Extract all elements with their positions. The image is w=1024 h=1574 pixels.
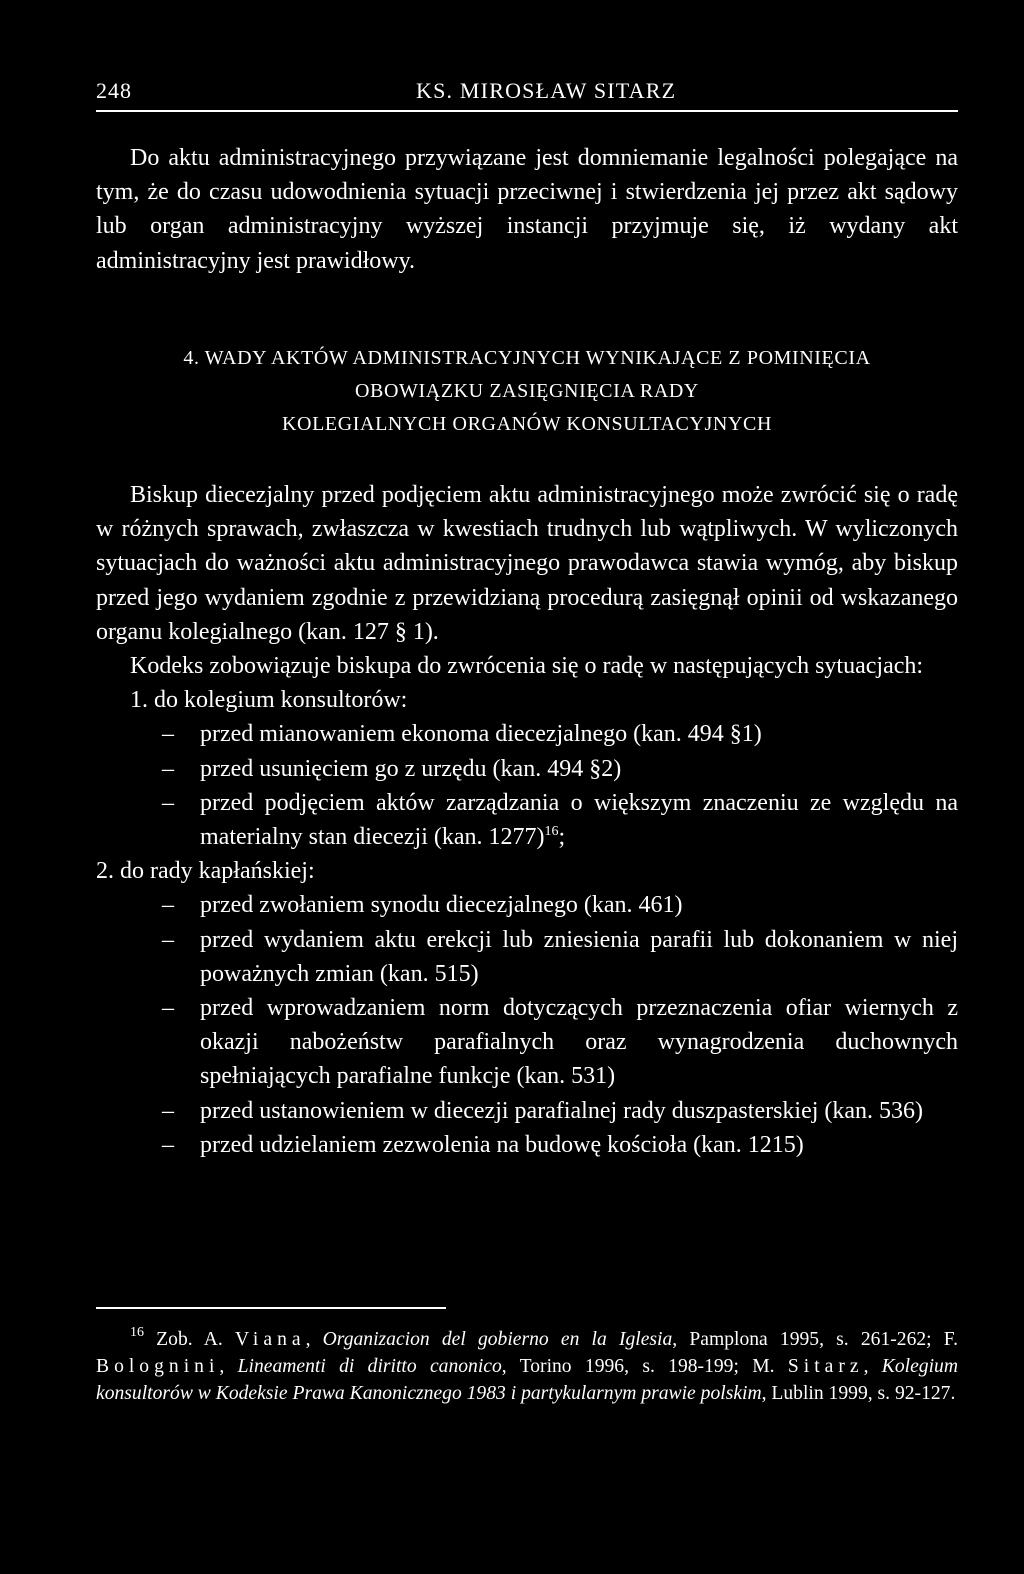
footnote-title: Kolegium konsultorów w Kodeksie Prawa Kanonicznego 1983 i partykularnym prawie polskim xyxy=(96,1356,958,1404)
list-item-text: przed wprowadzaniem norm dotyczących przeznaczenia ofiar wiernych z okazji nabożeństw parafialnych oraz wynagrodzenia duchownych spełniających parafialne funkcje (kan. 531) xyxy=(200,995,958,1090)
list-item-text: przed mianowaniem ekonoma diecezjalnego (kan. 494 §1) xyxy=(200,721,762,748)
list-item xyxy=(96,752,958,786)
body-paragraph-2: Kodeks zobowiązuje biskupa do zwrócenia się o radę w następujących sytuacjach: xyxy=(130,653,924,680)
dash-bullet: – xyxy=(162,755,174,782)
section-heading-line-3: KOLEGIALNYCH ORGANÓW KONSULTACYJNYCH xyxy=(282,413,772,435)
section-heading-line-1: 4. WADY AKTÓW ADMINISTRACYJNYCH WYNIKAJĄCE Z POMINIĘCIA xyxy=(183,347,871,369)
section-body xyxy=(96,478,958,1162)
dash-bullet: – xyxy=(162,926,174,953)
footnote-author: Sitarz xyxy=(787,1356,864,1377)
list-item-text: przed wydaniem aktu erekcji lub zniesienia parafii lub dokonaniem w niej poważnych zmian (kan. 515) xyxy=(200,926,958,987)
footnote xyxy=(96,1326,958,1407)
footnote-number: 16 xyxy=(130,1325,144,1340)
footnote-text xyxy=(96,1326,958,1407)
footnote-part: , Pamplona 1995, s. 261-262; F. xyxy=(672,1329,959,1350)
list-item xyxy=(96,991,958,1094)
footnote-part: Zob. A. xyxy=(144,1329,235,1350)
list-item-text: przed udzielaniem zezwolenia na budowę kościoła (kan. 1215) xyxy=(200,1131,804,1158)
footnote-reference: 16 xyxy=(544,824,559,840)
list-item-punctuation: ; xyxy=(558,824,566,851)
footnote-part: , xyxy=(863,1356,882,1377)
footnote-author: Bolognini xyxy=(96,1356,220,1377)
list-item xyxy=(96,1128,958,1162)
intro-paragraph-block xyxy=(96,141,958,278)
intro-paragraph: Do aktu administracyjnego przywiązane jest domniemanie legalności polegające na tym, że do czasu udowodnienia sytuacji przeciwnej i stwierdzenia jej przez akt sądowy lub organ administracyjny wyższej instancji przyjmuje się, iż wydany akt administracyjny jest prawidłowy. xyxy=(96,145,958,274)
footnote-title: Lineamenti di diritto canonico xyxy=(237,1356,502,1377)
list-item-text: przed zwołaniem synodu diecezjalnego (kan. 461) xyxy=(200,892,683,919)
list-1 xyxy=(96,717,958,854)
running-head xyxy=(96,76,958,112)
footnote-divider xyxy=(96,1307,446,1309)
list-1-label: 1. do kolegium konsultorów: xyxy=(130,687,408,714)
list-item-text: przed podjęciem aktów zarządzania o większym znaczeniu ze względu na materialny stan diecezji (kan. 1277) xyxy=(200,789,958,851)
list-2-label: 2. do rady kapłańskiej: xyxy=(96,858,315,885)
footnote-part: , xyxy=(305,1329,323,1350)
footnote-title: Organizacion del gobierno en la Iglesia xyxy=(322,1329,673,1350)
list-item xyxy=(96,888,958,922)
list-item-text: przed ustanowieniem w diecezji parafialnej rady duszpasterskiej (kan. 536) xyxy=(200,1097,924,1124)
dash-bullet: – xyxy=(162,789,174,816)
list-item xyxy=(96,786,958,854)
dash-bullet: – xyxy=(162,892,174,919)
footnote-part: , Lublin 1999, s. 92-127. xyxy=(761,1383,956,1404)
footnote-part: , xyxy=(219,1356,238,1377)
body-paragraph-1: Biskup diecezjalny przed podjęciem aktu administracyjnego może zwrócić się o radę w różnych sprawach, zwłaszcza w kwestiach trudnych lub wątpliwych. W wyliczonych sytuacjach do ważności aktu administracyjnego prawodawca stawia wymóg, aby biskup przed jego wydaniem zgodnie z przewidzianą procedurą zasięgnął opinii od wskazanego organu kolegialnego (kan. 127 § 1). xyxy=(96,482,958,645)
dash-bullet: – xyxy=(162,721,174,748)
list-2 xyxy=(96,888,958,1162)
section-heading xyxy=(96,342,958,441)
list-item-text: przed usunięciem go z urzędu (kan. 494 §2) xyxy=(200,755,622,782)
footnote-part: , Torino 1996, s. 198-199; M. xyxy=(501,1356,788,1377)
running-head-author: KS. MIROSŁAW SITARZ xyxy=(416,78,677,103)
footnote-author: Viana xyxy=(234,1329,306,1350)
list-item xyxy=(96,923,958,991)
page-number: 248 xyxy=(96,78,132,103)
dash-bullet: – xyxy=(162,995,174,1022)
list-item xyxy=(96,717,958,751)
list-item xyxy=(96,1094,958,1128)
section-heading-line-2: OBOWIĄZKU ZASIĘGNIĘCIA RADY xyxy=(355,380,699,402)
dash-bullet: – xyxy=(162,1131,174,1158)
dash-bullet: – xyxy=(162,1097,174,1124)
